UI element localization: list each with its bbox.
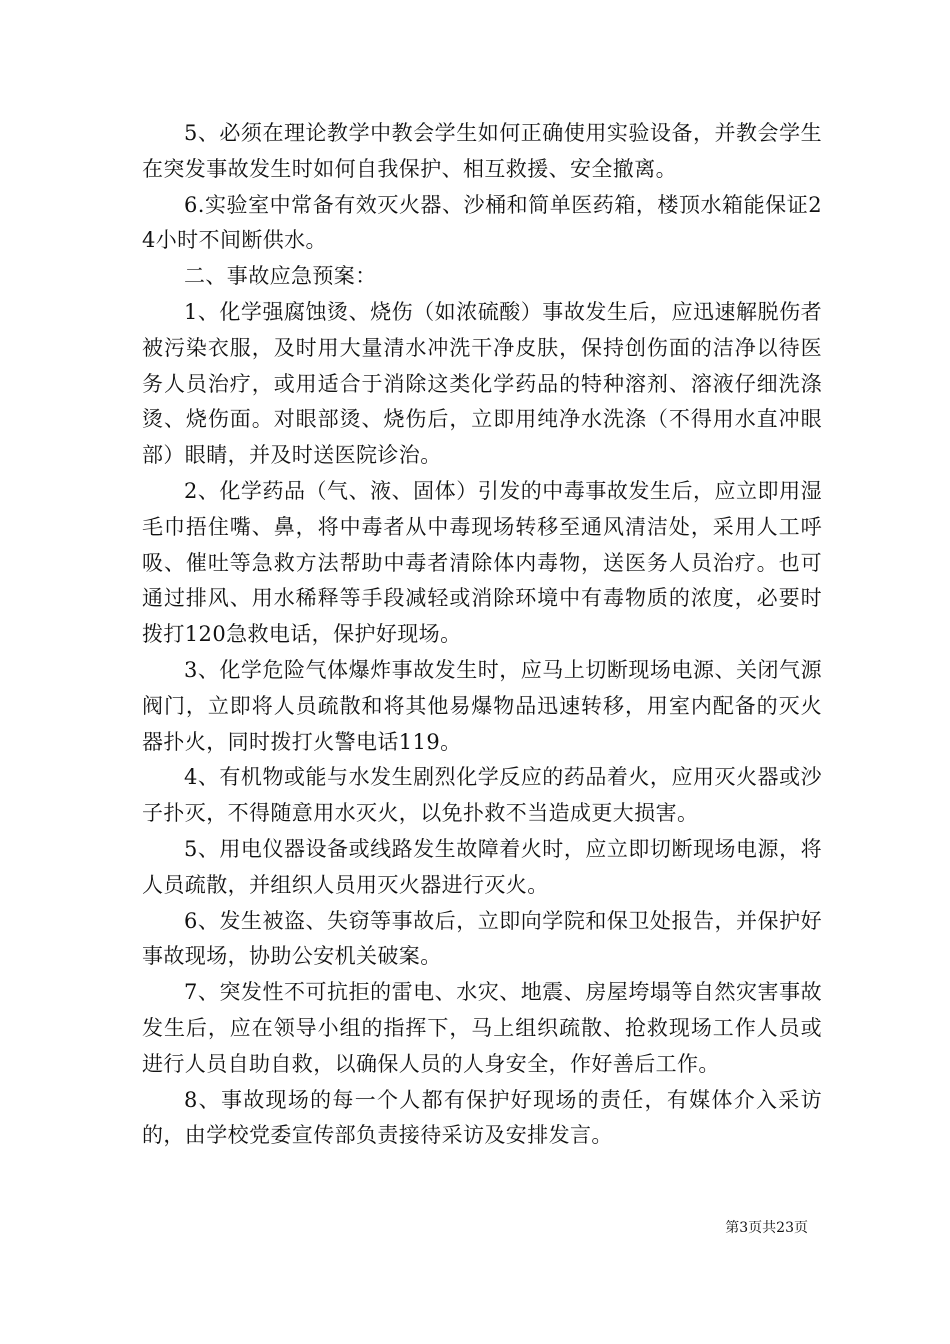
paragraph-lab-equipment: 6.实验室中常备有效灭火器、沙桶和简单医药箱，楼顶水箱能保证24小时不间断供水。 (142, 192, 822, 253)
paragraph-lab-training: 5、必须在理论教学中教会学生如何正确使用实验设备，并教会学生在突发事故发生时如何自我保护、相互救援、安全撤离。 (142, 121, 822, 181)
paragraph-chemical-burns: 1、化学强腐蚀烫、烧伤（如浓硫酸）事故发生后，应迅速解脱伤者被污染衣服，及时用大量清水冲洗干净皮肤，保持创伤面的洁净以待医务人员治疗，或用适合于消除这类化学药品的特种溶剂、溶液仔细洗涤烫、烧伤面。对眼部烫、烧伤后，立即用纯净水洗涤（不得用水直冲眼部）眼睛，并及时送医院诊治。 (142, 299, 822, 468)
page-number: 第3页共23页 (725, 1220, 808, 1236)
paragraph-gas-explosion: 3、化学危险气体爆炸事故发生时，应马上切断现场电源、关闭气源阀门，立即将人员疏散和将其他易爆物品迅速转移，用室内配备的灭火器扑火，同时拨打火警电话119。 (142, 657, 822, 754)
paragraph-electrical-fire: 5、用电仪器设备或线路发生故障着火时，应立即切断现场电源，将人员疏散，并组织人员用灭火器进行灭火。 (142, 836, 822, 897)
document-body (142, 116, 822, 1154)
paragraph-poisoning: 2、化学药品（气、液、固体）引发的中毒事故发生后，应立即用湿毛巾捂住嘴、鼻，将中毒者从中毒现场转移至通风清洁处，采用人工呼吸、催吐等急救方法帮助中毒者清除体内毒物，送医务人员治疗。也可通过排风、用水稀释等手段减轻或消除环境中有毒物质的浓度，必要时拨打120急救电话，保护好现场。 (142, 478, 822, 647)
paragraph-natural-disaster: 7、突发性不可抗拒的雷电、水灾、地震、房屋垮塌等自然灾害事故发生后，应在领导小组的指挥下，马上组织疏散、抢救现场工作人员或进行人员自助自救，以确保人员的人身安全，作好善后工作。 (142, 980, 822, 1076)
paragraph-theft: 6、发生被盗、失窃等事故后，立即向学院和保卫处报告，并保护好事故现场，协助公安机关破案。 (142, 908, 822, 969)
paragraph-media: 8、事故现场的每一个人都有保护好现场的责任，有媒体介入采访的，由学校党委宣传部负责接待采访及安排发言。 (142, 1087, 822, 1148)
paragraph-reactive-fire: 4、有机物或能与水发生剧烈化学反应的药品着火，应用灭火器或沙子扑灭，不得随意用水灭火，以免扑救不当造成更大损害。 (142, 765, 822, 826)
section-heading-emergency-plan: 二、事故应急预案： (184, 264, 377, 289)
